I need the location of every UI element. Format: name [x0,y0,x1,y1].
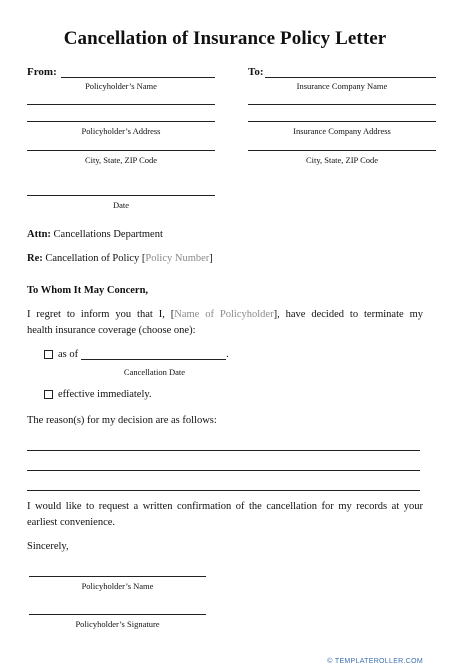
re-line [27,253,213,264]
salutation: To Whom It May Concern, [27,285,149,296]
signature-name-line[interactable] [29,576,206,577]
from-address-caption: Policyholder’s Address [81,126,161,136]
from-label: From: [27,66,57,78]
option-as-of-period: . [226,349,229,360]
signature-caption: Policyholder’s Signature [75,619,160,629]
to-name-caption: Insurance Company Name [296,81,388,91]
re-bracket-close: ] [209,253,213,264]
reasons-label: The reason(s) for my decision are as follows: [27,415,217,426]
cancellation-date-caption: Cancellation Date [123,367,186,377]
reason-line-1[interactable] [27,450,420,451]
signature-name-caption: Policyholder’s Name [81,581,154,591]
option-as-of [44,349,229,360]
option-as-of-checkbox[interactable] [44,350,53,359]
to-address-caption: Insurance Company Address [293,126,391,136]
re-bracket-open: [ [141,253,146,264]
from-name-caption: Policyholder’s Name [85,81,157,91]
option-immediately [44,389,152,400]
from-address-line-1[interactable] [27,104,215,105]
cancellation-date-line[interactable] [81,359,226,360]
attn-value: Cancellations Department [53,229,163,240]
from-name-line[interactable] [61,77,215,78]
re-label: Re: [27,253,43,264]
footer-brand[interactable]: © TEMPLATEROLLER.COM [327,658,423,665]
intro-line-2: health insurance coverage (choose one): [27,325,196,336]
re-text: Cancellation of Policy [45,253,140,264]
from-address-line-2[interactable] [27,121,215,122]
reason-line-2[interactable] [27,470,420,471]
to-label: To: [248,66,264,78]
intro-prefix: I regret to inform you that I, [27,309,165,320]
document-title: Cancellation of Insurance Policy Letter [63,28,387,49]
from-city-line[interactable] [27,150,215,151]
to-name-line[interactable] [265,77,436,78]
reason-line-3[interactable] [27,490,420,491]
policy-number-placeholder[interactable]: Policy Number [145,253,210,264]
attn-line [27,229,163,240]
request-paragraph: I would like to request a written confirmation of the cancellation for my records at your earliest convenience. [27,501,423,528]
to-city-caption: City, State, ZIP Code [305,155,379,165]
from-city-caption: City, State, ZIP Code [84,155,158,165]
attn-label: Attn: [27,229,51,240]
to-city-line[interactable] [248,150,436,151]
intro-line-1 [27,307,423,323]
date-line[interactable] [27,195,215,196]
option-immediately-checkbox[interactable] [44,390,53,399]
policyholder-name-placeholder[interactable]: Name of Policyholder [174,309,274,320]
intro-bracket-open: [ [170,309,175,320]
date-caption: Date [112,200,130,210]
closing: Sincerely, [27,541,69,552]
option-as-of-label: as of [58,349,79,360]
signature-line[interactable] [29,614,206,615]
to-address-line-2[interactable] [248,121,436,122]
intro-bracket-close: ], have decided to terminate my [273,309,423,320]
option-immediately-label: effective immediately. [58,389,152,400]
to-address-line-1[interactable] [248,104,436,105]
